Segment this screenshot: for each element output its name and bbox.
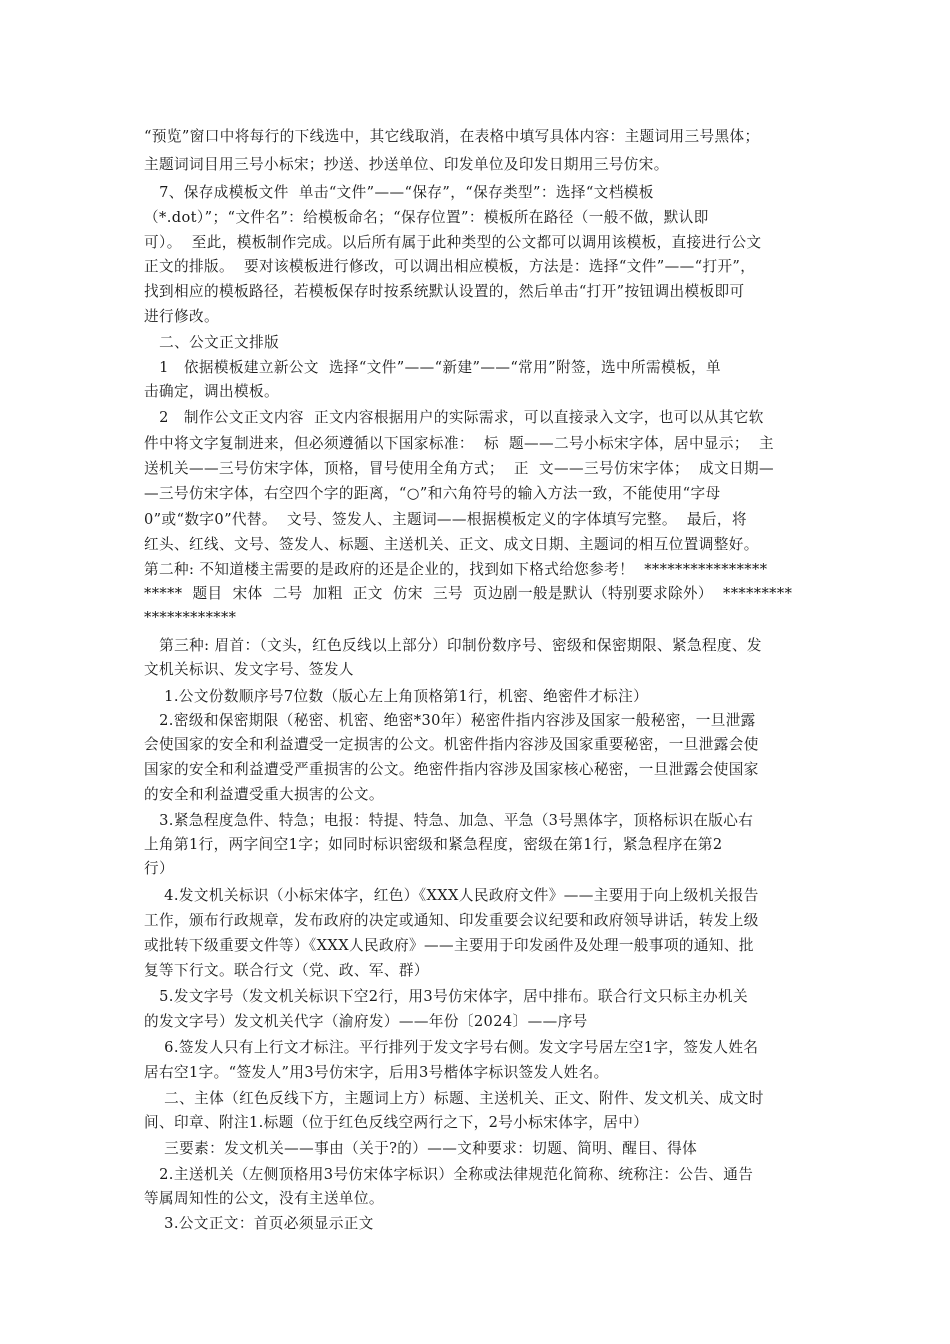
text-line: 可）。 至此，模板制作完成。以后所有属于此种类型的公文都可以调用该模板，直接进行公文 [144, 234, 762, 251]
text-line: 国家的安全和利益遭受严重损害的公文。绝密件指内容涉及国家核心秘密，一旦泄露会使国家 [144, 761, 759, 778]
text-line: 二、主体（红色反线下方，主题词上方）标题、主送机关、正文、附件、发文机关、成文时 [144, 1090, 764, 1107]
text-line: 4.发文机关标识（小标宋体字，红色）《XXX人民政府文件》——主要用于向上级机关报告 [144, 887, 759, 904]
text-line: 或批转下级重要文件等）《XXX人民政府》——主要用于印发函件及处理一般事项的通知、批 [144, 937, 754, 954]
text-line: 复等下行文。联合行文（党、政、军、群） [144, 962, 429, 979]
text-line: “预览”窗口中将每行的下线选中，其它线取消，在表格中填写具体内容：主题词用三号黑体； [144, 128, 760, 145]
text-line: 二、公文正文排版 [144, 334, 280, 351]
text-line: —三号仿宋字体，右空四个字的距离，“○”和六角符号的输入方法一致，不能使用“字母 [144, 485, 721, 502]
text-line: 三要素：发文机关——事由（关于?的）——文种要求：切题、简明、醒目、得体 [144, 1140, 698, 1157]
text-line: 找到相应的模板路径，若模板保存时按系统默认设置的，然后单击“打开”按钮调出模板即可 [144, 283, 745, 300]
text-line: 击确定，调出模板。 [144, 383, 279, 400]
text-line: 工作，颁布行政规章，发布政府的决定或通知、印发重要会议纪要和政府领导讲话，转发上级 [144, 912, 759, 929]
text-line: 主题词词目用三号小标宋；抄送、抄送单位、印发单位及印发日期用三号仿宋。 [144, 156, 669, 173]
text-line: 红头、红线、文号、签发人、标题、主送机关、正文、成文日期、主题词的相互位置调整好。 [144, 536, 759, 553]
text-line: 5.发文字号（发文机关标识下空2行，用3号仿宋体字，居中排布。联合行文只标主办机关 [144, 988, 748, 1005]
text-line: 的发文字号）发文机关代字（渝府发）——年份〔2024〕——序号 [144, 1013, 588, 1030]
text-line: 2.密级和保密期限（秘密、机密、绝密*30年）秘密件指内容涉及国家一般秘密，一旦泄露 [144, 712, 756, 729]
text-line: 0”或“数字0”代替。 文号、签发人、主题词——根据模板定义的字体填写完整。 最后，将 [144, 511, 747, 528]
text-line: 文机关标识、发文字号、签发人 [144, 661, 354, 678]
text-line: 行） [144, 860, 174, 877]
text-line: 第二种: 不知道楼主需要的是政府的还是企业的，找到如下格式给您参考！ **************** [144, 561, 768, 578]
text-line: 3.公文正文：首页必须显示正文 [144, 1215, 374, 1232]
text-line: （*.dot）”；“文件名”：给模板命名；“保存位置”：模板所在路径（一般不做，默认即 [144, 209, 709, 226]
text-line: 送机关——三号仿宋字体，顶格，冒号使用全角方式； 正 文——三号仿宋字体； 成文日期— [144, 460, 774, 477]
text-line: 上角第1行，两字间空1字；如同时标识密级和紧急程度，密级在第1行，紧急程序在第2 [144, 836, 723, 853]
text-line: 3.紧急程度急件、特急；电报：特提、特急、加急、平急（3号黑体字，顶格标识在版心右 [144, 812, 754, 829]
text-line: 2 制作公文正文内容 正文内容根据用户的实际需求，可以直接录入文字，也可以从其它软 [144, 409, 764, 426]
text-line: 正文的排版。 要对该模板进行修改，可以调出相应模板，方法是：选择“文件”——“打开”， [144, 258, 756, 275]
text-line: 的安全和利益遭受重大损害的公文。 [144, 786, 384, 803]
text-line: 1 依据模板建立新公文 选择“文件”——“新建”——“常用”附签，选中所需模板，单 [144, 359, 721, 376]
text-line: ************ [144, 609, 237, 626]
text-line: 进行修改。 [144, 308, 219, 325]
text-line: 1.公文份数顺序号7位数（版心左上角顶格第1行，机密、绝密件才标注） [144, 688, 649, 705]
text-line: 7、保存成模板文件 单击“文件”——“保存”，“保存类型”：选择“文档模板 [144, 184, 654, 201]
text-line: 6.签发人只有上行文才标注。平行排列于发文字号右侧。发文字号居左空1字，签发人姓名 [144, 1039, 759, 1056]
text-line: 件中将文字复制进来，但必须遵循以下国家标准： 标 题——二号小标宋字体，居中显示； 主 [144, 435, 774, 452]
text-line: 2.主送机关（左侧顶格用3号仿宋体字标识）全称或法律规范化简称、统称注：公告、通告 [144, 1166, 754, 1183]
text-line: 等属周知性的公文，没有主送单位。 [144, 1190, 384, 1207]
text-line: 间、印章、附注1.标题（位于红色反线空两行之下，2号小标宋体字，居中） [144, 1114, 649, 1131]
text-line: 会使国家的安全和利益遭受一定损害的公文。机密件指内容涉及国家重要秘密，一旦泄露会使 [144, 736, 759, 753]
text-line: ***** 题目 宋体 二号 加粗 正文 仿宋 三号 页边剧一般是默认（特别要求除外） ********* [144, 585, 793, 602]
text-line: 居右空1字。“签发人”用3号仿宋字，后用3号楷体字标识签发人姓名。 [144, 1064, 609, 1081]
text-line: 第三种: 眉首：（文头，红色反线以上部分）印制份数序号、密级和保密期限、紧急程度、发 [144, 637, 762, 654]
